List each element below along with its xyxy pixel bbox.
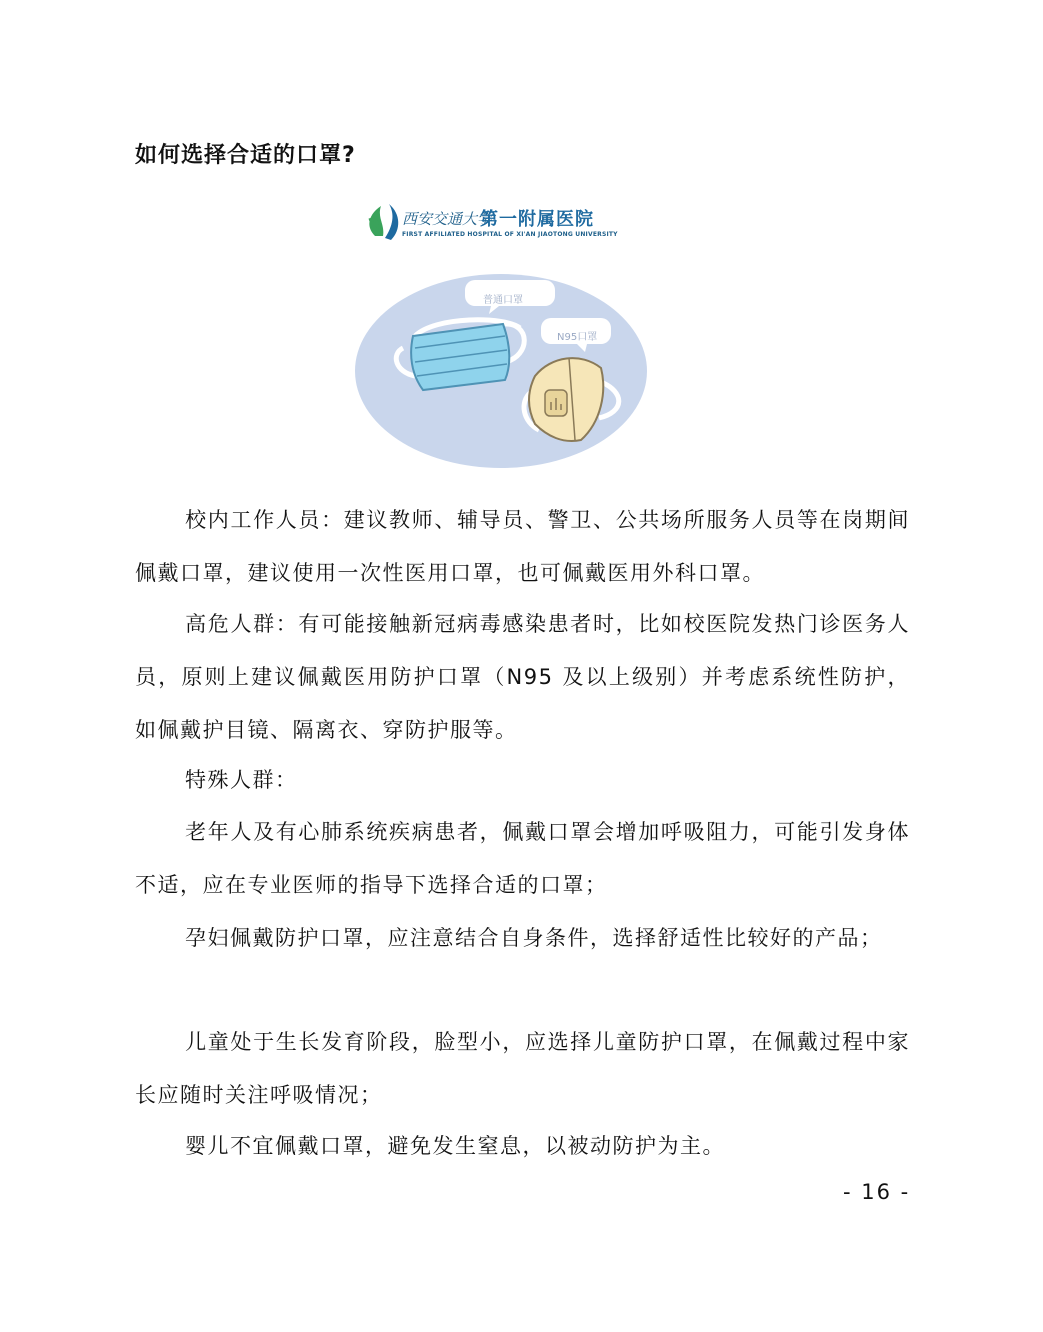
bubble-label-surgical: 普通口罩	[483, 295, 523, 306]
paragraph-infants: 婴儿不宜佩戴口罩，避免发生窒息，以被动防护为主。	[185, 1134, 725, 1158]
page-number: - 16 -	[843, 1180, 911, 1204]
section-heading: 如何选择合适的口罩?	[135, 143, 356, 168]
hospital-logo-name: 第一附属医院	[480, 209, 594, 230]
paragraph-elderly: 老年人及有心肺系统疾病患者，佩戴口罩会增加呼吸阻力，可能引发身体不适，应在专业医师的指导下选择合适的口罩；	[135, 820, 910, 897]
mask-illustration	[355, 196, 655, 476]
paragraph-pregnant: 孕妇佩戴防护口罩，应注意结合自身条件，选择舒适性比较好的产品；	[185, 926, 883, 950]
hospital-logo-icon	[369, 204, 398, 240]
hospital-logo-university: 西安交通大学	[402, 210, 493, 228]
paragraph-campus-staff: 校内工作人员：建议教师、辅导员、警卫、公共场所服务人员等在岗期间佩戴口罩，建议使用一次性医用口罩，也可佩戴医用外科口罩。	[135, 508, 910, 585]
paragraph-children: 儿童处于生长发育阶段，脸型小，应选择儿童防护口罩，在佩戴过程中家长应随时关注呼吸情况；	[135, 1030, 910, 1107]
paragraph-high-risk: 高危人群：有可能接触新冠病毒感染患者时，比如校医院发热门诊医务人员，原则上建议佩戴医用防护口罩（N95 及以上级别）并考虑系统性防护，如佩戴护目镜、隔离衣、穿防护服等。	[135, 612, 910, 742]
paragraph-special-groups: 特殊人群：	[185, 768, 298, 792]
bubble-label-n95: N95口罩	[557, 332, 598, 343]
hospital-logo-english: FIRST AFFILIATED HOSPITAL OF XI'AN JIAOTONG UNIVERSITY	[402, 231, 618, 238]
